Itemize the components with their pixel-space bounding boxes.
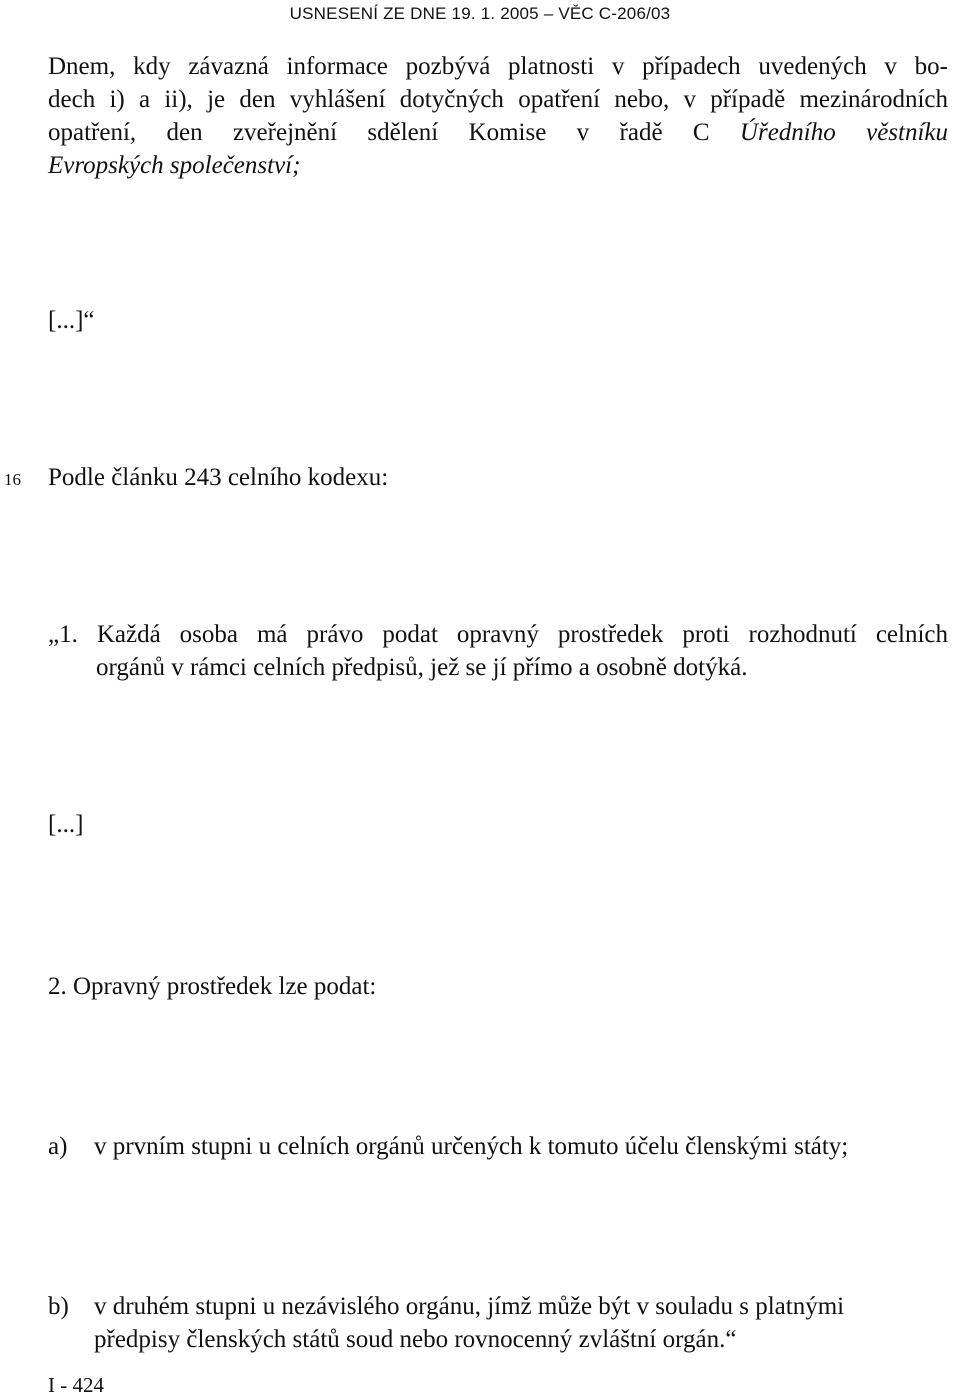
list-item-a-label: a): [48, 1133, 68, 1160]
ellipsis-quote-end: [...]“: [48, 307, 95, 334]
paragraph-number: 16: [4, 470, 21, 489]
intro-paragraph: [48, 50, 948, 182]
list-item-a: [48, 1130, 848, 1163]
intro-line-3: [48, 116, 948, 149]
paragraph-16-text: Podle článku 243 celního kodexu:: [48, 464, 389, 491]
list-item-b: [48, 1290, 844, 1356]
intro-line-2: dech i) a ii), je den vyhlášení dotyčných opatření nebo, v případě mezinárodních: [48, 86, 948, 113]
article-1-line-1: „1. Každá osoba má právo podat opravný prostředek proti rozhodnutí celních: [48, 621, 948, 648]
intro-line-3-plain: opatření, den zveřejnění sdělení Komise v řadě C: [48, 119, 740, 146]
page-number: I - 424: [48, 1373, 104, 1397]
article-2: 2. Opravný prostředek lze podat:: [48, 973, 377, 1000]
ellipsis: [...]: [48, 811, 84, 838]
list-item-b-line-2: předpisy členských států soud nebo rovnocenný zvláštní orgán.“: [94, 1326, 737, 1353]
journal-title-italic: Úředního věstníku: [739, 119, 949, 146]
running-header: USNESENÍ ZE DNE 19. 1. 2005 – VĚC C-206/03: [289, 4, 671, 23]
intro-line-4: Evropských společenství;: [48, 152, 301, 179]
article-1: [48, 618, 948, 684]
intro-line-1: Dnem, kdy závazná informace pozbývá platnosti v případech uvedených v bo-: [48, 53, 948, 80]
list-item-b-line-1: v druhém stupni u nezávislého orgánu, jímž může být v souladu s platnými: [94, 1293, 845, 1320]
article-1-line-2: orgánů v rámci celních předpisů, jež se jí přímo a osobně dotýká.: [96, 654, 748, 681]
list-item-a-text: v prvním stupni u celních orgánů určených k tomuto účelu členskými státy;: [94, 1133, 849, 1160]
list-item-b-label: b): [48, 1293, 69, 1320]
